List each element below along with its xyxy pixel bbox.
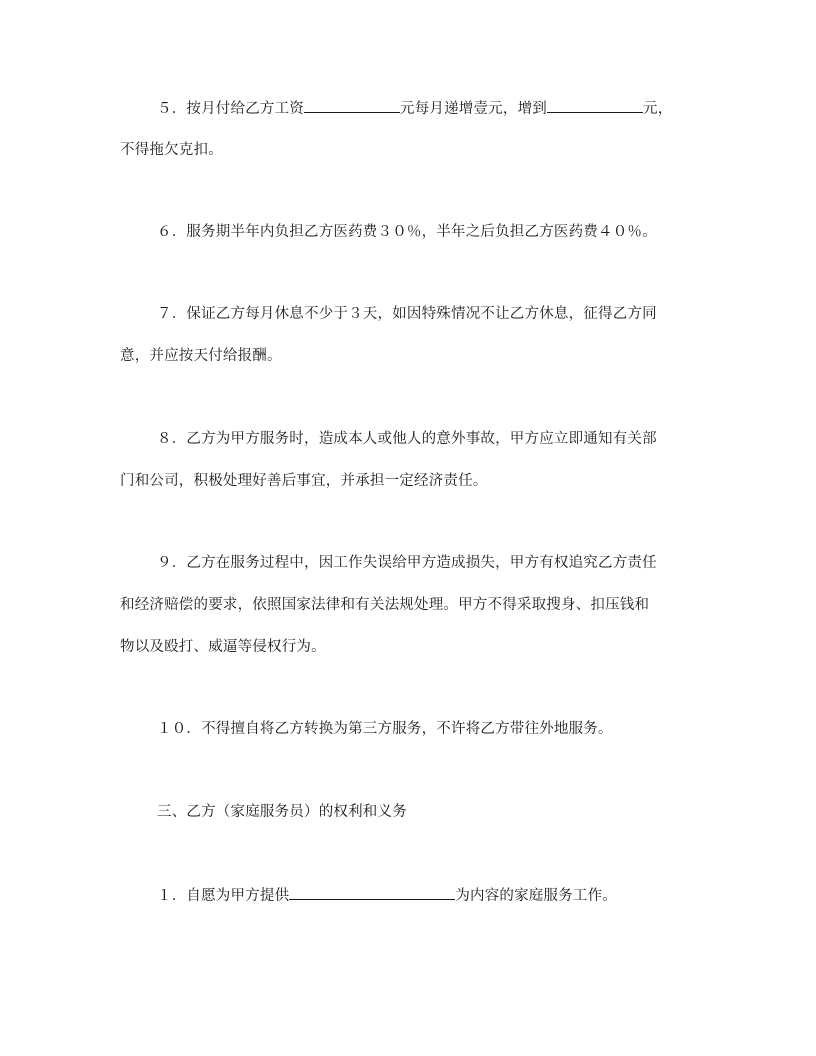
service-content-blank[interactable] [289, 885, 455, 900]
clause-8-line-2: 门和公司，积极处理好善后事宜，并承担一定经济责任。 [120, 473, 488, 489]
clause-9-line-1: ９．乙方在服务过程中，因工作失误给甲方造成损失，甲方有权追究乙方责任 [157, 555, 657, 571]
section-3-clause-1-line-1 [157, 885, 617, 906]
clause-10-line-1: １０．不得擅自将乙方转换为第三方服务，不许将乙方带往外地服务。 [157, 721, 613, 737]
clause-9-line-3: 物以及殴打、威逼等侵权行为。 [120, 639, 326, 655]
clause-5-line-2: 不得拖欠克扣。 [120, 142, 223, 158]
clause-5-text-b: 元每月递增壹元，增到 [400, 101, 547, 117]
section-3-clause-1-text-b: 为内容的家庭服务工作。 [455, 888, 618, 904]
salary-cap-blank[interactable] [547, 98, 643, 113]
clause-6-line-1: ６．服务期半年内负担乙方医药费３０％，半年之后负担乙方医药费４０％。 [157, 224, 657, 240]
clause-9-line-2: 和经济赔偿的要求，依照国家法律和有关法规处理。甲方不得采取搜身、扣压钱和 [120, 597, 650, 613]
salary-blank[interactable] [304, 98, 400, 113]
section-3-clause-1-text-a: １．自愿为甲方提供 [157, 888, 290, 904]
clause-5-text-a: ５．按月付给乙方工资 [157, 101, 304, 117]
clause-7-line-2: 意，并应按天付给报酬。 [120, 348, 282, 364]
clause-5-text-c: 元， [643, 101, 673, 117]
clause-7-line-1: ７．保证乙方每月休息不少于３天，如因特殊情况不让乙方休息，征得乙方同 [157, 306, 657, 322]
section-3-heading: 三、乙方（家庭服务员）的权利和义务 [157, 804, 407, 820]
clause-8-line-1: ８．乙方为甲方服务时，造成本人或他人的意外事故，甲方应立即通知有关部 [157, 431, 657, 447]
clause-5-line-1 [157, 98, 672, 119]
